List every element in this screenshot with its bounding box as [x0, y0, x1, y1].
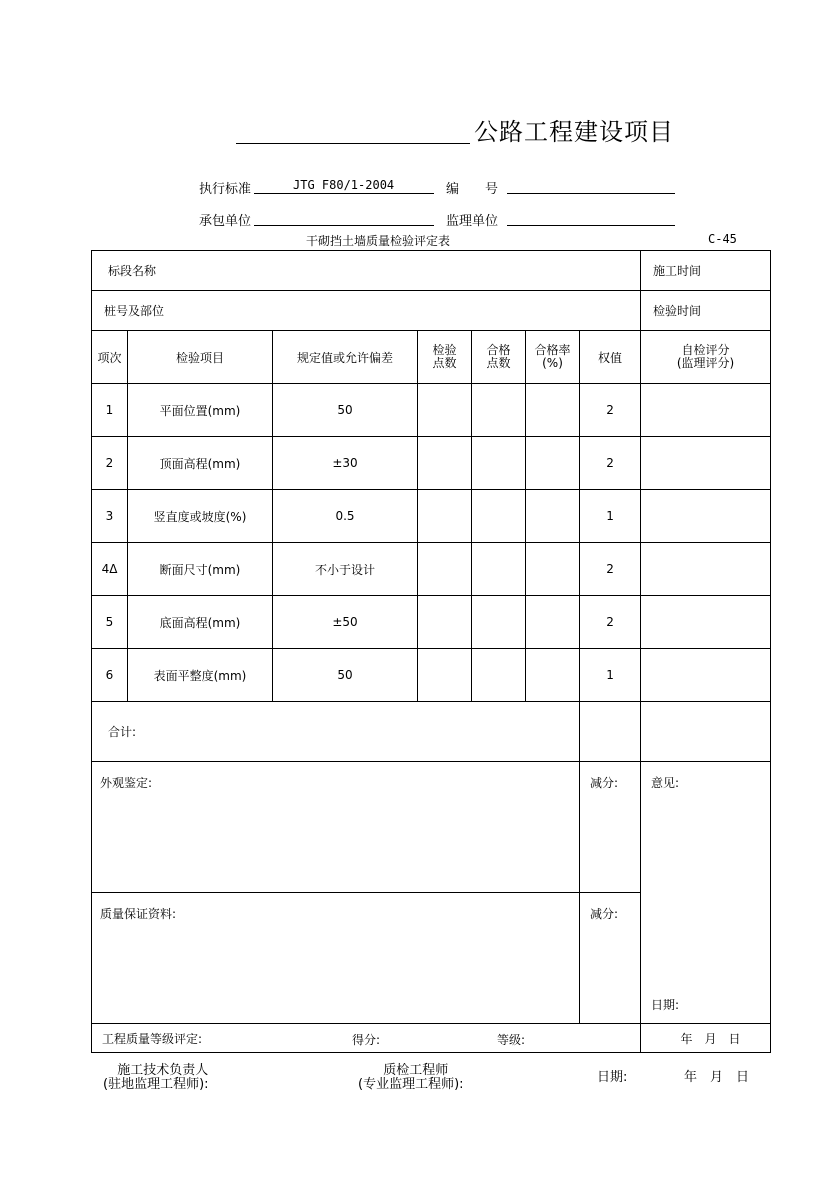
- column-header-row: [92, 331, 771, 384]
- deduct-docs-label: 减分:: [590, 907, 619, 921]
- appearance-row: [92, 762, 771, 893]
- row-tolerance: 0.5: [273, 490, 418, 543]
- form-code: C-45: [708, 232, 737, 246]
- grade-date-ymd: 年 月 日: [680, 1031, 741, 1046]
- section-name-label: 标段名称: [108, 264, 157, 278]
- row-item: 竖直度或坡度(%): [128, 490, 273, 543]
- row-weight: 2: [580, 596, 641, 649]
- row-pass-points-cell[interactable]: [472, 490, 526, 543]
- inspection-form-table: [91, 250, 771, 1053]
- row-points-cell[interactable]: [418, 596, 472, 649]
- number-label: 编 号: [446, 182, 499, 197]
- row-pass-points-cell[interactable]: [472, 596, 526, 649]
- row-pass-rate-cell[interactable]: [526, 384, 580, 437]
- grade-eval-label: 工程质量等级评定:: [102, 1031, 203, 1046]
- row-pass-rate-cell[interactable]: [526, 543, 580, 596]
- row-score-cell[interactable]: [641, 543, 771, 596]
- inspection-time-label: 检验时间: [653, 304, 702, 318]
- row-no: 3: [92, 490, 128, 543]
- col-points-line2: 点数: [432, 356, 457, 370]
- appearance-cell[interactable]: [92, 762, 580, 893]
- row-pass-rate-cell[interactable]: [526, 437, 580, 490]
- row-tolerance: 不小于设计: [273, 543, 418, 596]
- level-label: 等级:: [497, 1033, 526, 1047]
- table-row: [92, 437, 771, 490]
- row-pass-rate-cell[interactable]: [526, 649, 580, 702]
- footer-date-label: 日期:: [597, 1070, 628, 1085]
- col-item-no: 项次: [92, 331, 128, 384]
- row-score-cell[interactable]: [641, 596, 771, 649]
- col-pass-rate-line1: 合格率: [534, 343, 571, 357]
- section-name-cell[interactable]: [92, 251, 641, 291]
- row-no: 2: [92, 437, 128, 490]
- table-row: [92, 543, 771, 596]
- row-points-cell[interactable]: [418, 543, 472, 596]
- row-pass-points-cell[interactable]: [472, 543, 526, 596]
- contractor-field[interactable]: [254, 225, 434, 226]
- total-label: 合计:: [108, 725, 137, 739]
- row-no: 6: [92, 649, 128, 702]
- row-points-cell[interactable]: [418, 490, 472, 543]
- table-row: [92, 490, 771, 543]
- standard-field[interactable]: [254, 193, 434, 194]
- table-row: [92, 384, 771, 437]
- col-tolerance: 规定值或允许偏差: [273, 331, 418, 384]
- row-pass-points-cell[interactable]: [472, 384, 526, 437]
- supervisor-field[interactable]: [507, 225, 675, 226]
- col-self-score-line2: (监理评分): [676, 356, 735, 370]
- row-score-cell[interactable]: [641, 490, 771, 543]
- col-points-line1: 检验: [432, 343, 457, 357]
- row-weight: 2: [580, 543, 641, 596]
- row-pass-rate-cell[interactable]: [526, 596, 580, 649]
- quality-docs-cell[interactable]: [92, 893, 580, 1024]
- row-item: 平面位置(mm): [128, 384, 273, 437]
- row-points-cell[interactable]: [418, 437, 472, 490]
- total-score-cell[interactable]: [641, 702, 771, 762]
- row-no: 4Δ: [92, 543, 128, 596]
- tech-lead-label-1: 施工技术负责人: [117, 1063, 209, 1078]
- construction-time-cell[interactable]: [641, 251, 771, 291]
- col-pass-rate-line2: (%): [542, 356, 563, 370]
- supervisor-label: 监理单位: [446, 214, 499, 229]
- row-no: 5: [92, 596, 128, 649]
- row-points-cell[interactable]: [418, 384, 472, 437]
- table-row: [92, 649, 771, 702]
- row-score-cell[interactable]: [641, 437, 771, 490]
- page-title: 公路工程建设项目: [474, 118, 674, 146]
- row-pass-points-cell[interactable]: [472, 649, 526, 702]
- project-name-blank[interactable]: [236, 143, 470, 144]
- col-self-score-line1: 自检评分: [681, 343, 730, 357]
- row-pass-rate-cell[interactable]: [526, 490, 580, 543]
- grade-date-cell[interactable]: [641, 1024, 771, 1053]
- row-no: 1: [92, 384, 128, 437]
- number-field[interactable]: [507, 193, 675, 194]
- total-row: [92, 702, 771, 762]
- total-weight-cell[interactable]: [580, 702, 641, 762]
- deduct-appearance-cell[interactable]: [580, 762, 641, 893]
- opinion-date-label: 日期:: [651, 998, 680, 1012]
- station-part-label: 桩号及部位: [104, 304, 165, 318]
- standard-label: 执行标准: [199, 182, 252, 197]
- row-item: 顶面高程(mm): [128, 437, 273, 490]
- row-tolerance: 50: [273, 649, 418, 702]
- inspection-time-cell[interactable]: [641, 291, 771, 331]
- row-points-cell[interactable]: [418, 649, 472, 702]
- row-item: 底面高程(mm): [128, 596, 273, 649]
- col-points: [418, 331, 472, 384]
- grade-eval-cell[interactable]: [92, 1024, 641, 1053]
- col-weight: 权值: [580, 331, 641, 384]
- station-part-cell[interactable]: [92, 291, 641, 331]
- appearance-label: 外观鉴定:: [100, 776, 153, 790]
- qc-engineer-signature[interactable]: [358, 1064, 464, 1092]
- opinion-label: 意见:: [651, 776, 680, 790]
- deduct-docs-cell[interactable]: [580, 893, 641, 1024]
- col-self-score: [641, 331, 771, 384]
- row-pass-points-cell[interactable]: [472, 437, 526, 490]
- row-tolerance: 50: [273, 384, 418, 437]
- col-pass-points-line1: 合格: [486, 343, 511, 357]
- row-weight: 2: [580, 437, 641, 490]
- footer-date-ymd[interactable]: 年 月 日: [684, 1070, 750, 1085]
- row-item: 断面尺寸(mm): [128, 543, 273, 596]
- qc-eng-label-1: 质检工程师: [383, 1063, 449, 1078]
- total-cell[interactable]: [92, 702, 580, 762]
- row-item: 表面平整度(mm): [128, 649, 273, 702]
- row-weight: 1: [580, 649, 641, 702]
- row-weight: 2: [580, 384, 641, 437]
- tech-lead-signature[interactable]: [103, 1064, 209, 1092]
- contractor-label: 承包单位: [199, 214, 252, 229]
- row-score-cell[interactable]: [641, 649, 771, 702]
- row-score-cell[interactable]: [641, 384, 771, 437]
- qc-eng-label-2: (专业监理工程师):: [358, 1077, 464, 1092]
- row-weight: 1: [580, 490, 641, 543]
- score-label: 得分:: [352, 1033, 381, 1047]
- row-tolerance: ±50: [273, 596, 418, 649]
- quality-docs-label: 质量保证资料:: [100, 907, 177, 921]
- tech-lead-label-2: (驻地监理工程师):: [103, 1077, 209, 1092]
- row-tolerance: ±30: [273, 437, 418, 490]
- deduct-appearance-label: 减分:: [590, 776, 619, 790]
- col-pass-points: [472, 331, 526, 384]
- col-pass-rate: [526, 331, 580, 384]
- form-title: 干砌挡土墙质量检验评定表: [306, 234, 451, 248]
- table-row: [92, 596, 771, 649]
- grade-row: [92, 1024, 771, 1053]
- standard-value: JTG F80/1-2004: [293, 178, 395, 192]
- construction-time-label: 施工时间: [653, 264, 702, 278]
- opinion-cell[interactable]: [641, 762, 771, 1024]
- col-item: 检验项目: [128, 331, 273, 384]
- col-pass-points-line2: 点数: [486, 356, 511, 370]
